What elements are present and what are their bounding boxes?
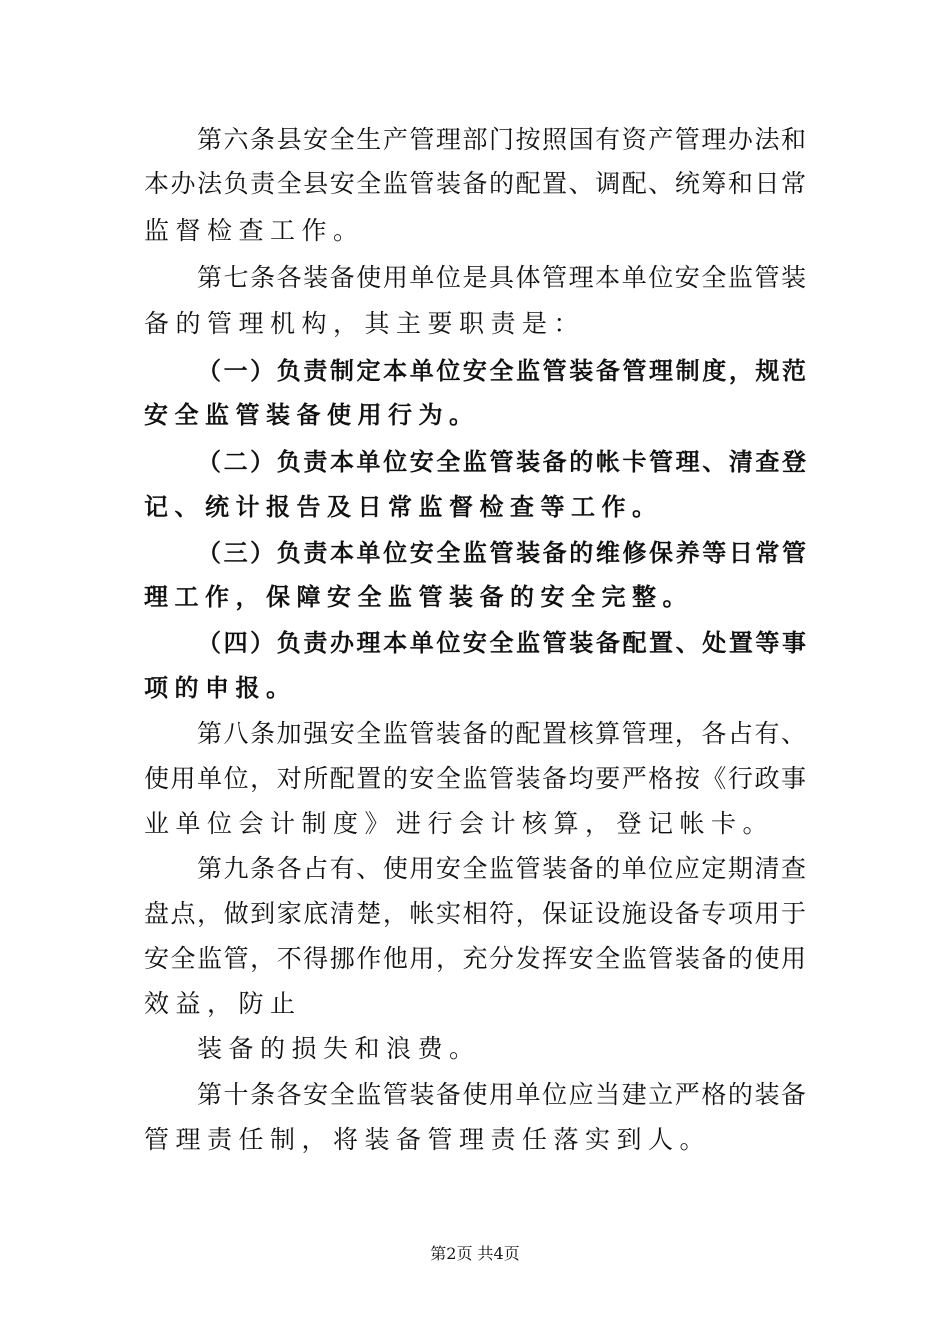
article-8-line-1: 第八条加强安全监管装备的配置核算管理，各占有、 <box>197 719 806 748</box>
article-9-line-5: 装备的损失和浪费。 <box>197 1034 481 1063</box>
duty-item-2-line-2: 记、统计报告及日常监督检查等工作。 <box>144 493 663 521</box>
article-9-line-4: 效益，防止 <box>144 989 302 1018</box>
article-8-line-2: 使用单位，对所配置的安全监管装备均要严格按《行政事 <box>144 764 806 793</box>
duty-item-4-line-1: （四）负责办理本单位安全监管装备配置、处置等事 <box>197 629 806 657</box>
article-9-line-2: 盘点，做到家底清楚，帐实相符，保证设施设备专项用于 <box>144 899 806 928</box>
article-7-line-1: 第七条各装备使用单位是具体管理本单位安全监管装 <box>197 263 806 292</box>
duty-item-3-line-2: 理工作，保障安全监管装备的安全完整。 <box>144 583 693 611</box>
article-8-line-3: 业单位会计制度》进行会计核算，登记帐卡。 <box>144 809 775 838</box>
duty-item-1-line-2: 安全监管装备使用行为。 <box>144 401 480 429</box>
duty-item-3-line-1: （三）负责本单位安全监管装备的维修保养等日常管 <box>197 539 806 567</box>
article-6-line-2: 本办法负责全县安全监管装备的配置、调配、统筹和日常 <box>144 169 806 198</box>
duty-item-2-line-1: （二）负责本单位安全监管装备的帐卡管理、清查登 <box>197 448 806 476</box>
article-9-line-1: 第九条各占有、使用安全监管装备的单位应定期清查 <box>197 854 806 883</box>
duty-item-4-line-2: 项的申报。 <box>144 674 297 702</box>
duty-item-1-line-1: （一）负责制定本单位安全监管装备管理制度，规范 <box>197 357 806 385</box>
article-7-line-2: 备的管理机构，其主要职责是： <box>144 309 586 338</box>
article-6-line-3: 监督检查工作。 <box>144 216 365 245</box>
article-10-line-2: 管理责任制，将装备管理责任落实到人。 <box>144 1125 712 1154</box>
page-number-footer: 第2页 共4页 <box>430 1244 520 1263</box>
article-9-line-3: 安全监管，不得挪作他用，充分发挥安全监管装备的使用 <box>144 944 806 973</box>
article-10-line-1: 第十条各安全监管装备使用单位应当建立严格的装备 <box>197 1080 806 1109</box>
article-6-line-1: 第六条县安全生产管理部门按照国有资产管理办法和 <box>197 125 806 154</box>
